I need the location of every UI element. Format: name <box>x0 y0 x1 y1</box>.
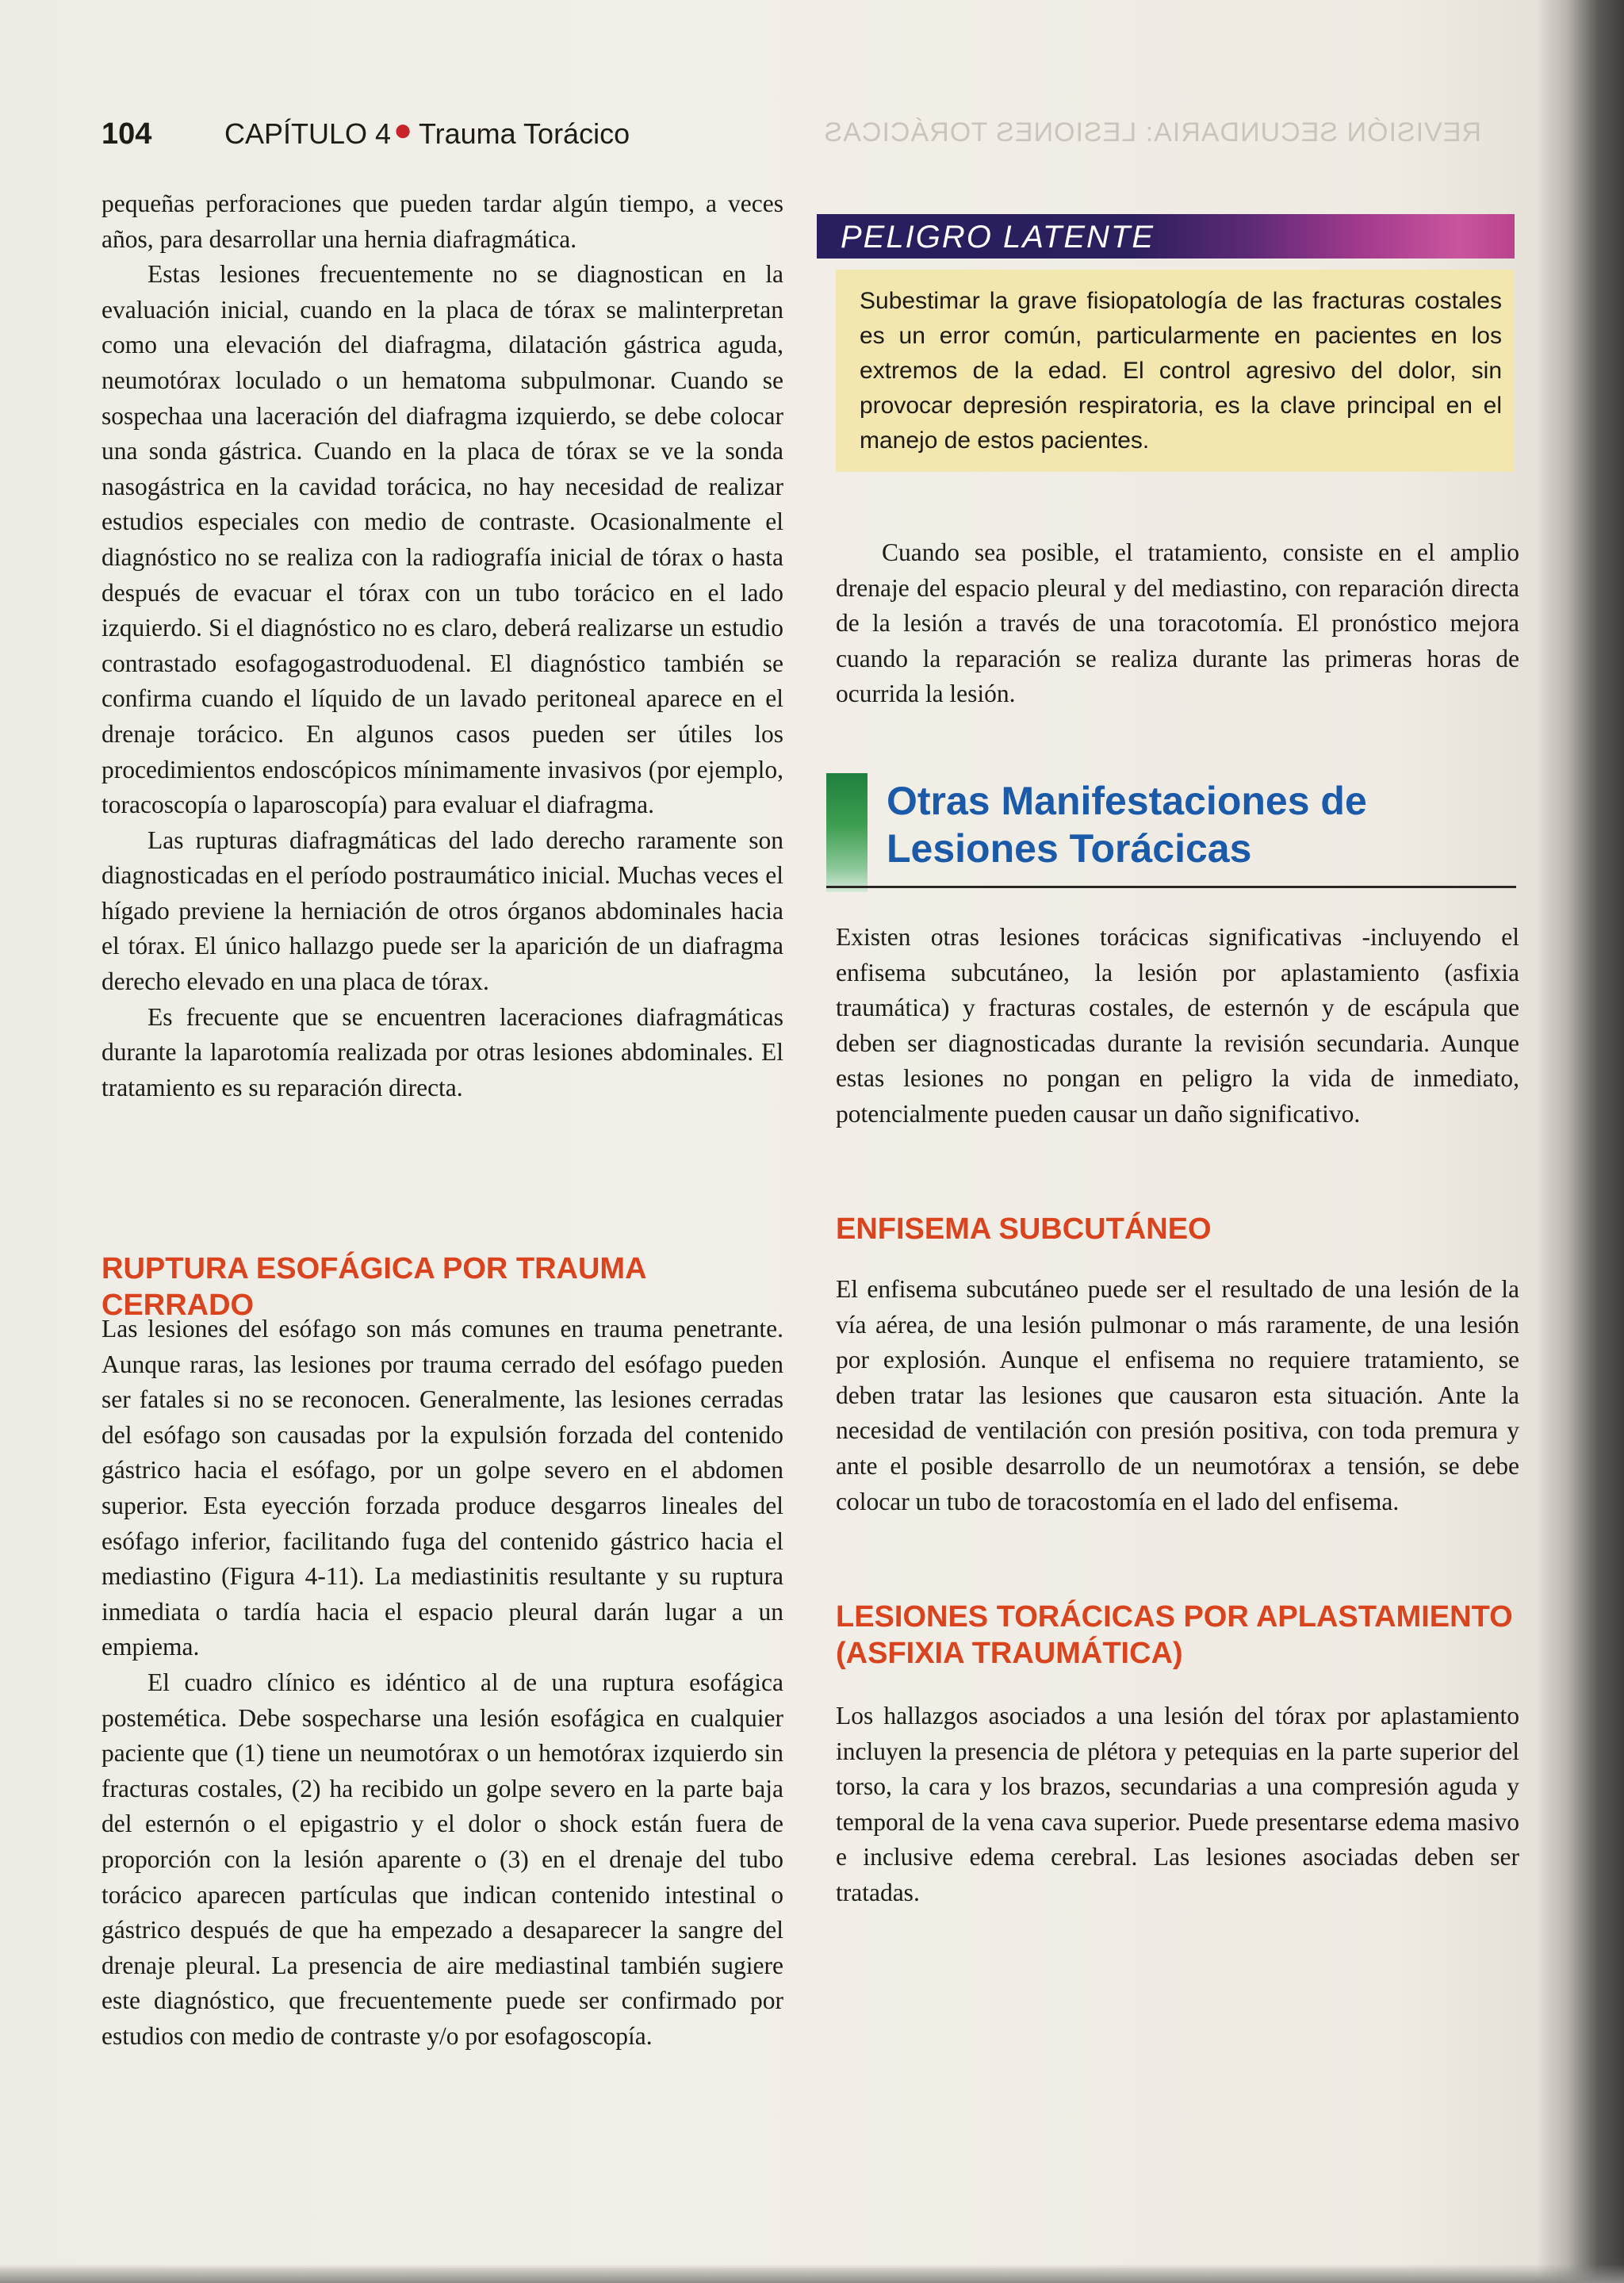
section-accent-bar <box>826 773 868 892</box>
chapter-title: Trauma Torácico <box>419 117 630 150</box>
section-divider <box>826 886 1516 888</box>
paragraph: Las rupturas diafragmáticas del lado derecho raramente son diagnosticadas en el período postraumático inicial. Muchas veces el hígado previene la herniación de otros órganos abdominales hacia el tórax. El único hallazgo puede ser la aparición de un diafragma derecho elevado en una placa de tórax. <box>102 825 783 996</box>
alert-box-body: Subestimar la grave fisiopatología de las fracturas costales es un error común, particularmente en pacientes en los extremos de la edad. El control agresivo del dolor, sin provocar depresión respiratoria, es la clave principal en el manejo de estos pacientes. <box>836 270 1515 472</box>
paragraph: Existen otras lesiones torácicas significativas -incluyendo el enfisema subcutáneo, la lesión por aplastamiento (asfixia traumática) y fracturas costales, de esternón y de escápula que deben ser diagnosticadas durante la revisión secundaria. Aunque estas lesiones no pongan en peligro la vida de inmediato, potencialmente pueden causar un daño significativo. <box>836 923 1519 1128</box>
section-heading-ruptura-esofagica: RUPTURA ESOFÁGICA POR TRAUMA CERRADO <box>102 1252 646 1322</box>
page-bottom-shadow <box>0 2264 1624 2283</box>
alert-box-title: PELIGRO LATENTE <box>841 220 1155 255</box>
bullet-separator-icon: ● <box>393 113 413 147</box>
section-heading-aplastamiento: LESIONES TORÁCICAS POR APLASTAMIENTO (ASFIXIA TRAUMÁTICA) <box>836 1600 1513 1670</box>
paragraph: El enfisema subcutáneo puede ser el resultado de una lesión de la vía aérea, de una lesión pulmonar o más raramente, de una lesión por explosión. Aunque el enfisema no requiere tratamiento, se deben tratar las lesiones que causaron esta situación. Ante la necesidad de ventilación con presión positiva, con toda premura y ante el posible desarrollo de un neumotórax a tensión, se debe colocar un tubo de toracostomía en el lado del enfisema. <box>836 1275 1519 1515</box>
paragraph: Los hallazgos asociados a una lesión del tórax por aplastamiento incluyen la presencia de plétora y petequias en la parte superior del torso, la cara y los brazos, secundarias a una compresión aguda y temporal de la vena cava superior. Puede presentarse edema masivo e inclusive edema cerebral. Las lesiones asociadas deben ser tratadas. <box>836 1702 1519 1906</box>
chapter-label: CAPÍTULO 4 <box>224 117 392 150</box>
left-column-lower <box>102 1312 783 2054</box>
page-number: 104 <box>102 117 152 151</box>
paragraph: El cuadro clínico es idéntico al de una ruptura esofágica postemética. Debe sospecharse una lesión esofágica en cualquier paciente que (1) tiene un neumotórax o un hemotórax izquierdo sin fracturas costales, (2) ha recibido un golpe severo en la parte baja del esternón o el epigastrio y el dolor o shock están fuera de proporción con la lesión aparente o (3) en el drenaje del tubo torácico aparecen partículas que indican contenido intestinal o gástrico después de que ha empezado a desaparecer la sangre del drenaje pleural. La presencia de aire mediastinal también sugiere este diagnóstico, que frecuentemente puede ser confirmado por estudios con medio de contraste y/o por esofagoscopía. <box>102 1668 783 2050</box>
right-column-treatment <box>836 535 1519 712</box>
left-column <box>102 186 783 1105</box>
paragraph: Cuando sea posible, el tratamiento, consiste en el amplio drenaje del espacio pleural y del mediastino, con reparación directa de la lesión a través de una toracotomía. El pronóstico mejora cuando la reparación se realiza durante las primeras horas de ocurrida la lesión. <box>836 538 1519 708</box>
paragraph: Es frecuente que se encuentren laceraciones diafragmáticas durante la laparotomía realizada por otras lesiones abdominales. El tratamiento es su reparación directa. <box>102 1002 783 1101</box>
right-column-manifestaciones <box>836 920 1519 1132</box>
major-section-heading: Otras Manifestaciones de Lesiones Torácicas <box>887 779 1367 871</box>
section-heading-enfisema: ENFISEMA SUBCUTÁNEO <box>836 1212 1212 1246</box>
right-column-enfisema <box>836 1272 1519 1519</box>
running-header <box>102 111 1513 159</box>
paragraph: Estas lesiones frecuentemente no se diagnostican en la evaluación inicial, cuando en la placa de tórax se malinterpretan como una elevación del diafragma, dilatación gástrica aguda, neumotórax loculado o un hematoma subpulmonar. Cuando se sospechaa una laceración del diafragma izquierdo, se debe colocar una sonda gástrica. Cuando en la placa de tórax se ve la sonda nasogástrica en la cavidad torácica, no hay necesidad de realizar estudios especiales con medio de contraste. Ocasionalmente el diagnóstico no se realiza con la radiografía inicial de tórax o hasta después de evacuar el tórax con un tubo torácico en el lado izquierdo. Si el diagnóstico no es claro, deberá realizarse un estudio contrastado esofagogastroduodenal. El diagnóstico también se confirma cuando el líquido de un lavado peritoneal aparece en el drenaje torácico. En algunos casos pueden ser útiles los procedimientos endoscópicos mínimamente invasivos (por ejemplo, toracoscopía o laparoscopía) para evaluar el diafragma. <box>102 260 783 819</box>
book-spine-shadow <box>1537 0 1624 2283</box>
paragraph: Las lesiones del esófago son más comunes en trauma penetrante. Aunque raras, las lesiones por trauma cerrado del esófago pueden ser fatales si no se reconocen. Generalmente, las lesiones cerradas del esófago son causadas por la expulsión forzada del contenido gástrico hacia el esófago, por un golpe severo en el abdomen superior. Esta eyección forzada produce desgarros lineales del esófago inferior, facilitando fuga del contenido gástrico hacia el mediastino (Figura 4-11). La mediastinitis resultante y su ruptura inmediata o tardía hacia el espacio pleural darán lugar a un empiema. <box>102 1315 783 1661</box>
right-column-aplastamiento <box>836 1699 1519 1911</box>
paragraph: pequeñas perforaciones que pueden tardar algún tiempo, a veces años, para desarrollar una hernia diafragmática. <box>102 190 783 253</box>
bleed-through-header: REVISIÓN SECUNDARIA: LESIONES TORÁCICAS <box>823 117 1481 147</box>
